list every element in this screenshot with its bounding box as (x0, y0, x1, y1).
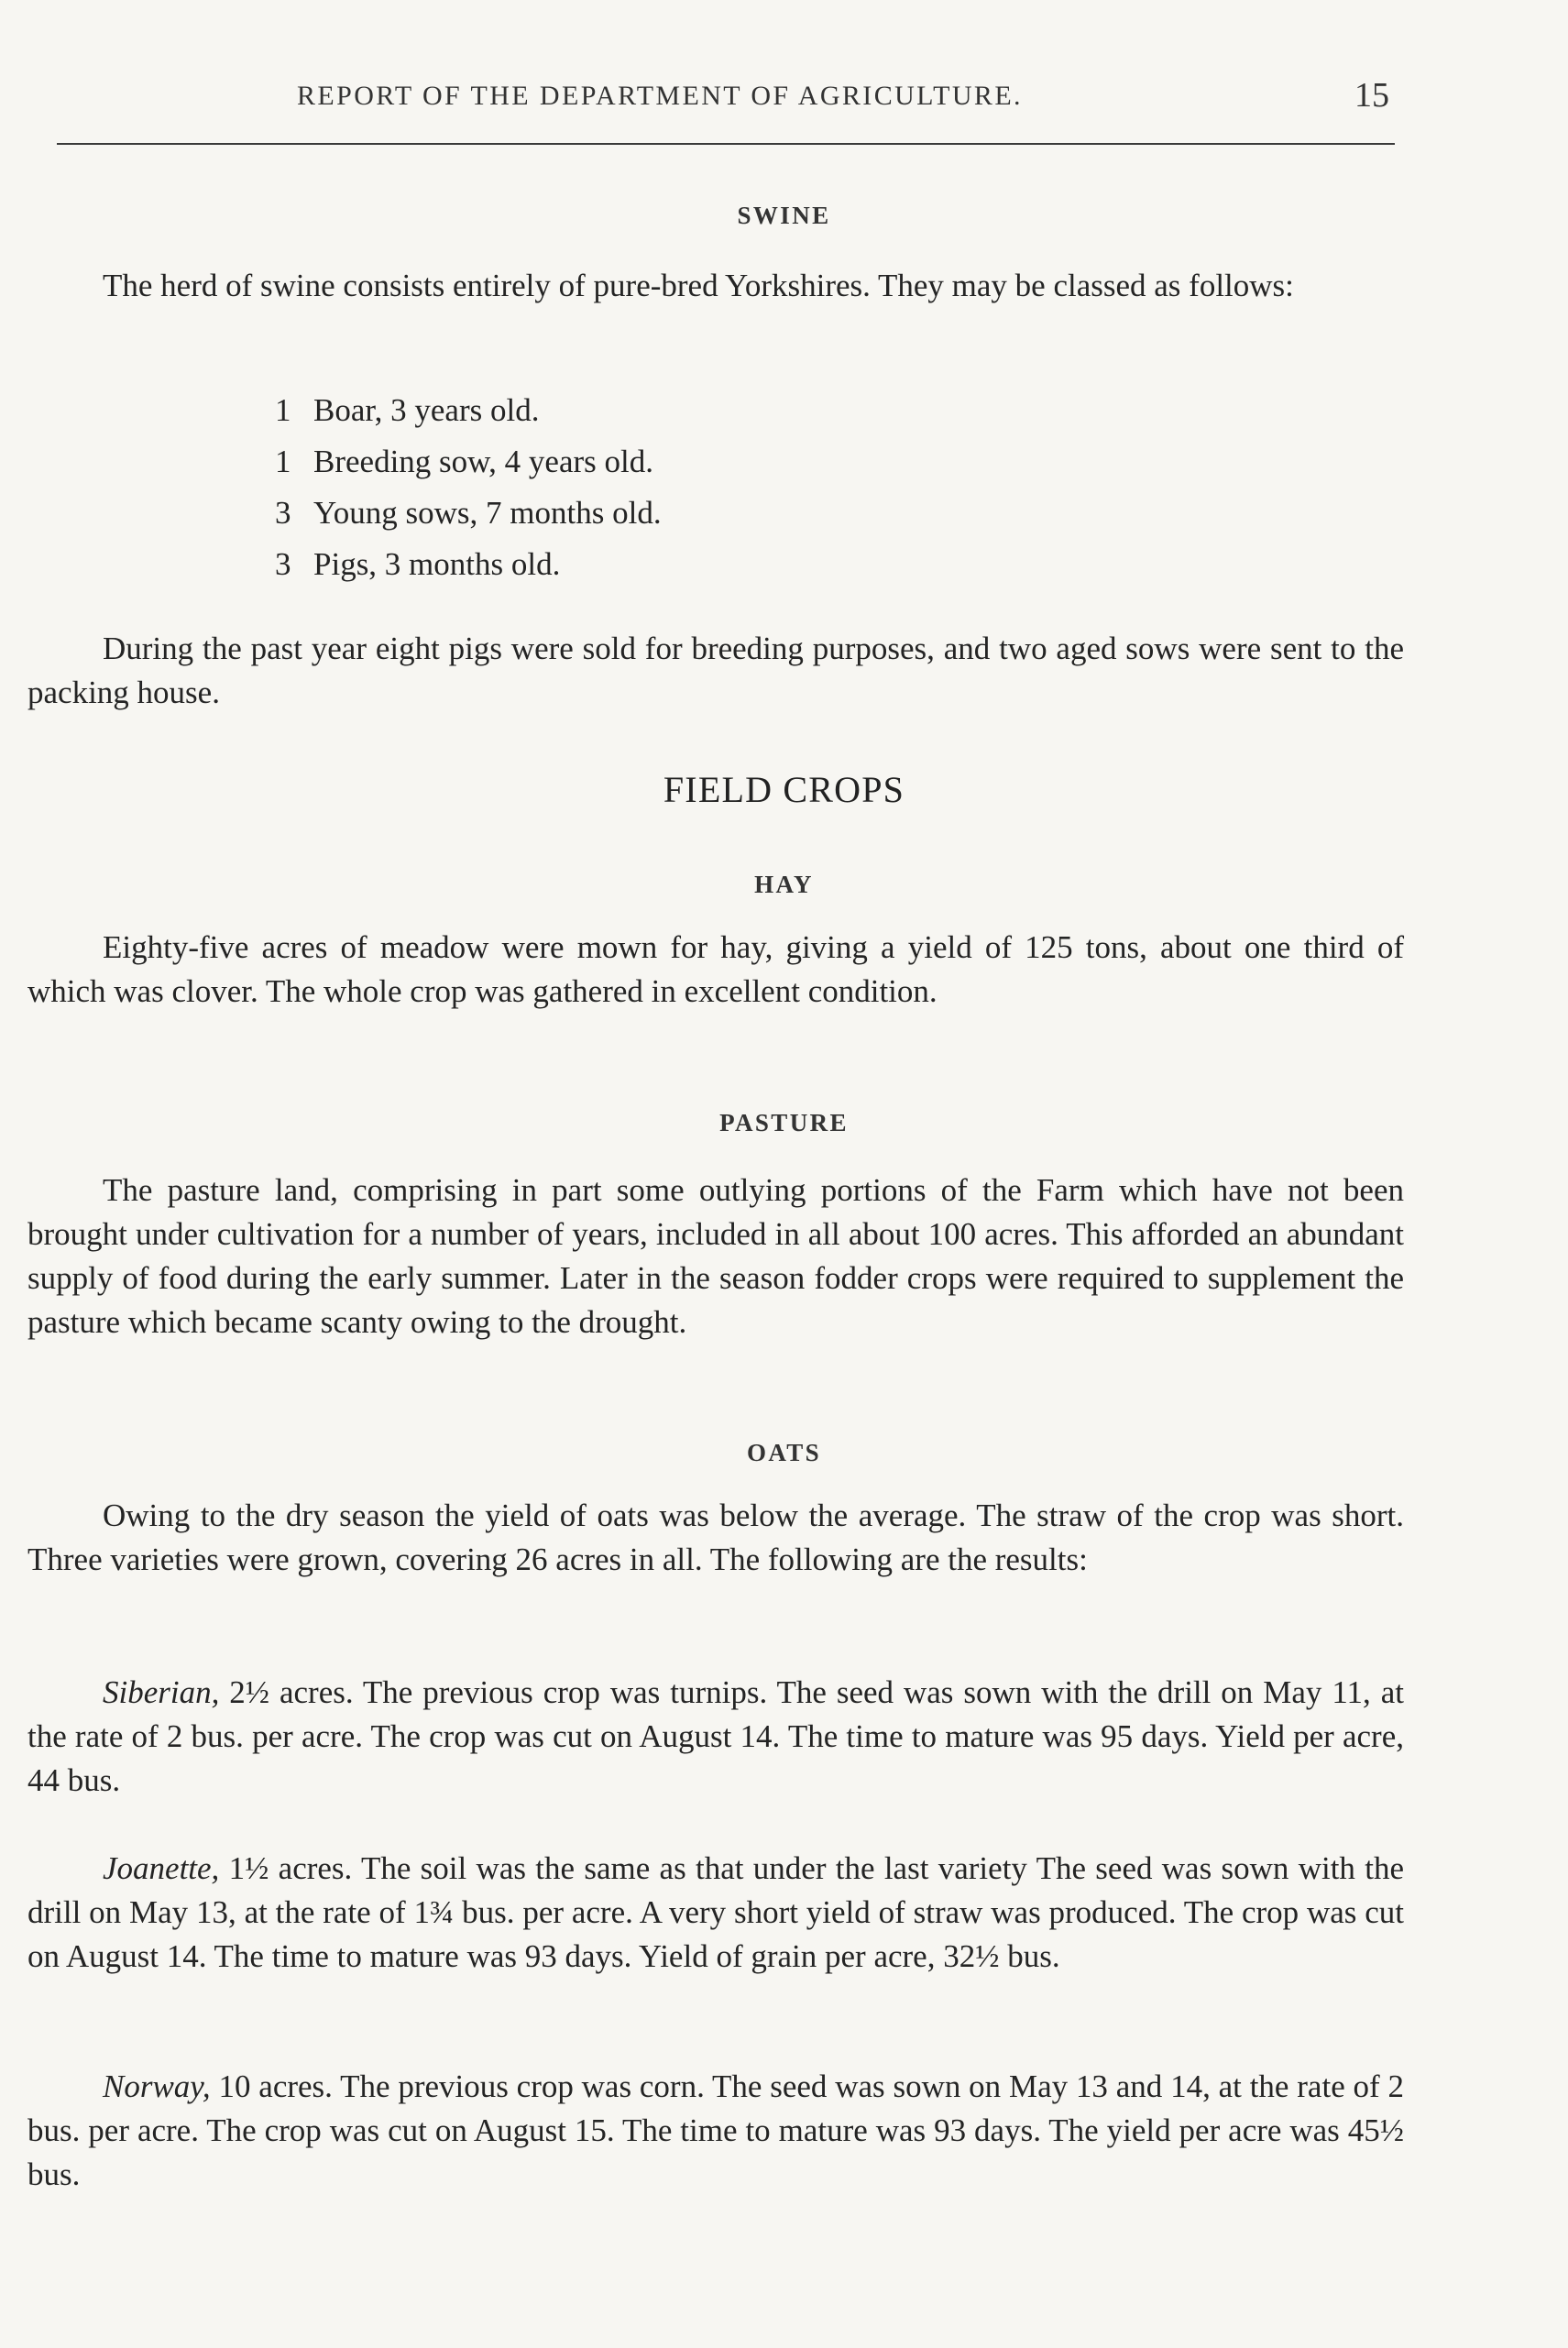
section-heading-field-crops: FIELD CROPS (663, 769, 905, 810)
herd-list (275, 385, 662, 590)
hay-paragraph: Eighty-five acres of meadow were mown for hay, giving a yield of 125 tons, about one third of which was clover. The whole crop was gathered in excellent condition. (27, 929, 1404, 1009)
oats-intro-paragraph: Owing to the dry season the yield of oats was below the average. The straw of the crop was short. Three varieties were grown, covering 26 acres in all. The following are the results: (27, 1498, 1404, 1577)
oats-variety-paragraph (27, 1847, 1404, 1979)
herd-item (275, 385, 662, 436)
herd-count: 3 (275, 546, 291, 582)
subheading-pasture: PASTURE (719, 1109, 849, 1136)
pasture-paragraph: The pasture land, comprising in part some outlying portions of the Farm which have not been brought under cultivation for a number of years, included in all about 100 acres. This afforded an abundant supply of food during the early summer. Later in the season fodder crops were required to supplement the pasture which became scanty owing to the drought. (27, 1172, 1404, 1340)
herd-description: Boar, 3 years old. (313, 392, 540, 428)
running-head (0, 75, 1568, 121)
herd-item (275, 488, 662, 539)
page-number: 15 (1354, 76, 1389, 115)
swine-note-paragraph: During the past year eight pigs were sold for breeding purposes, and two aged sows were sent to the packing house. (27, 631, 1404, 710)
variety-name: Joanette, (103, 1850, 220, 1886)
herd-count: 3 (275, 495, 291, 531)
herd-item (275, 539, 662, 590)
swine-intro-paragraph: The herd of swine consists entirely of pure-bred Yorkshires. They may be classed as follows: (103, 268, 1294, 303)
herd-description: Young sows, 7 months old. (313, 495, 662, 531)
variety-details: 2½ acres. The previous crop was turnips. The seed was sown with the drill on May 11, at the rate of 2 bus. per acre. The crop was cut on August 14. The time to mature was 95 days. Yield per acre, 44 bus. (27, 1674, 1404, 1798)
herd-count: 1 (275, 392, 291, 428)
variety-details: 10 acres. The previous crop was corn. The seed was sown on May 13 and 14, at the rate of 2 bus. per acre. The crop was cut on August 15. The time to mature was 93 days. The yield per acre was 45½ bus. (27, 2068, 1404, 2192)
herd-description: Breeding sow, 4 years old. (313, 444, 653, 479)
subheading-oats: OATS (746, 1439, 822, 1466)
variety-name: Siberian, (103, 1674, 220, 1710)
herd-item (275, 436, 662, 488)
herd-count: 1 (275, 444, 291, 479)
herd-description: Pigs, 3 months old. (313, 546, 561, 582)
oats-variety-paragraph (27, 1671, 1404, 1803)
subheading-hay: HAY (754, 871, 814, 898)
variety-name: Norway, (103, 2068, 211, 2104)
section-heading-swine: SWINE (737, 202, 831, 229)
running-title: REPORT OF THE DEPARTMENT OF AGRICULTURE. (297, 81, 1023, 111)
oats-variety-paragraph (27, 2065, 1404, 2197)
variety-details: 1½ acres. The soil was the same as that under the last variety The seed was sown with the drill on May 13, at the rate of 1¾ bus. per acre. A very short yield of straw was produced. The crop was cut on August 14. The time to mature was 93 days. Yield of grain per acre, 32½ bus. (27, 1850, 1404, 1974)
header-rule (57, 143, 1395, 145)
